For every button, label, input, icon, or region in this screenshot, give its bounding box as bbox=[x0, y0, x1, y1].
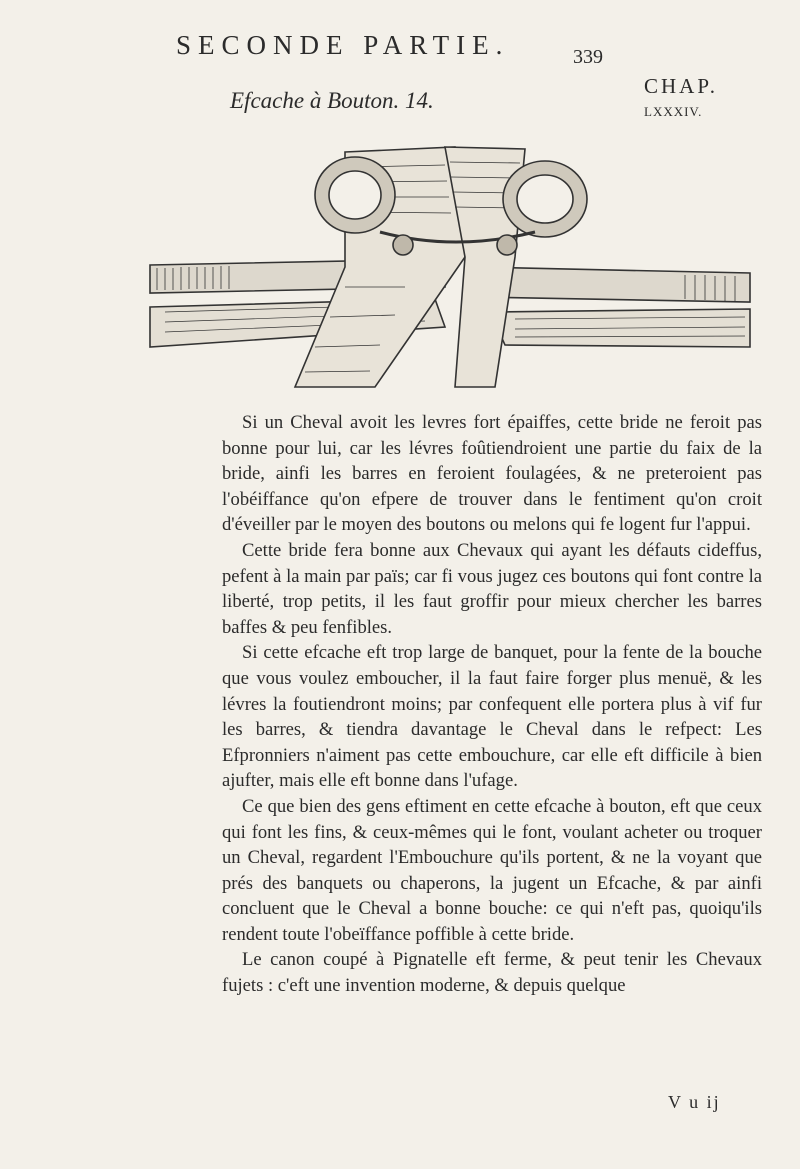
plate-caption: Efcache à Bouton. 14. bbox=[230, 88, 434, 113]
page-number: 339 bbox=[573, 46, 603, 68]
bit-engraving bbox=[145, 137, 755, 390]
running-title: SECONDE PARTIE. bbox=[176, 30, 510, 60]
chapter-number: LXXXIV. bbox=[644, 104, 703, 119]
paragraph-4: Ce que bien des gens eftiment en cette efcache à bouton, eft que ceux qui font les fins, & ceux-mêmes qui le font, voulant acheter ou troquer un Cheval, regardent l'Embouchure qu'ils portent, & ne la voyant que prés des banquets ou chaperons, la jugent un Efcache, & par ainfi concluent que le Cheval a bonne bouche: ce qui n'eft pas, quoiqu'ils rendent toute l'obeïffance poffible à cette bride. bbox=[222, 795, 762, 945]
body-text bbox=[222, 410, 762, 999]
paragraph-1: Si un Cheval avoit les levres fort épaiffes, cette bride ne feroit pas bonne pour lui, car les lévres foûtiendroient une partie du faix de la bride, ainfi les barres en feroient foulagées, & ne preteroient pas l'obéiffance qu'on efpere de trouver dans le fentiment qu'on croit d'éveiller par le moyen des boutons ou melons qui fe logent fur l'appui. bbox=[222, 412, 762, 536]
chapter-label: CHAP. bbox=[644, 74, 718, 98]
paragraph-2: Cette bride fera bonne aux Chevaux qui ayant les défauts cideffus, pefent à la main par païs; car fi vous jugez ces boutons qui font contre la liberté, trop petits, il les faut groffir pour mieux chercher les barres baffes & peu fenfibles. bbox=[222, 539, 762, 638]
signature-mark: V u ij bbox=[668, 1092, 721, 1112]
paragraph-5: Le canon coupé à Pignatelle eft ferme, & peut tenir les Chevaux fujets : c'eft une invention moderne, & depuis quelque bbox=[222, 949, 762, 997]
paragraph-3: Si cette efcache eft trop large de banquet, pour la fente de la bouche que vous voulez emboucher, il la faut faire forger plus menuë, & les lévres la foutiendront moins; par confequent elle portera plus à vif fur les barres, & tiendra davantage le Cheval dans le refpect: Les Efpronniers n'aiment pas cette embouchure, car elle eft difficile à bien ajufter, mais elle eft bonne dans l'ufage. bbox=[222, 642, 762, 792]
